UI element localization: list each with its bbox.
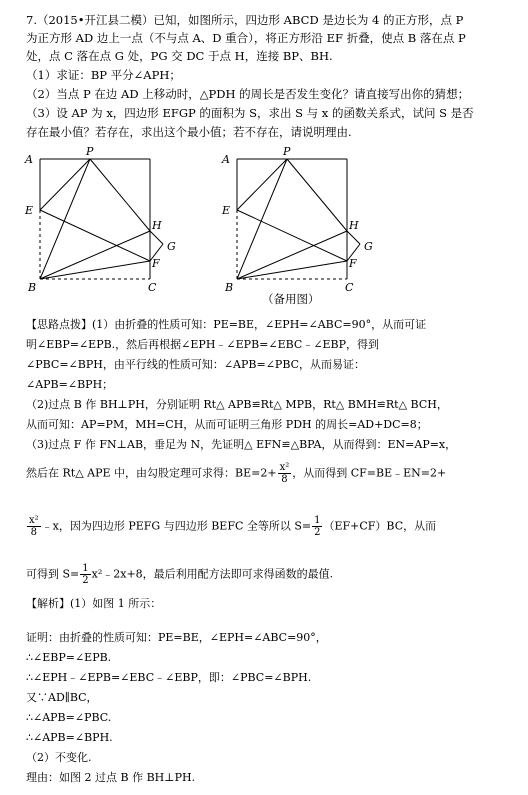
hint-line-8 bbox=[26, 462, 446, 485]
label-A: A bbox=[222, 153, 230, 166]
solution-line-2: 证明：由折叠的性质可知：PE=BE，∠EPH=∠ABC=90°， bbox=[26, 631, 327, 644]
solution-line-5: 又∵AD∥BC， bbox=[26, 691, 98, 704]
fraction-denominator: 8 bbox=[281, 474, 288, 485]
hint-line-9-text-a: ﹣x，因为四边形 PEFG 与四边形 BEFC 全等所以 S= bbox=[41, 519, 312, 533]
label-B: B bbox=[225, 281, 234, 294]
hint-line-2: 明∠EBP=∠EPB.，然后再根据∠EPH﹣∠EPB=∠EBC﹣∠EBP，得到 bbox=[26, 338, 380, 351]
solution-line-7: ∴∠APB=∠BPH. bbox=[26, 731, 113, 744]
solution-line-3: ∴∠EBP=∠EPB. bbox=[26, 651, 112, 664]
label-E: E bbox=[222, 204, 231, 217]
hint-line-10-text-b: x²﹣2x+8，最后利用配方法即可求得函数的最值. bbox=[91, 567, 334, 581]
hint-line-1: 【思路点拨】(1）由折叠的性质可知：PE=BE，∠EPH=∠ABC=90°，从而可证 bbox=[26, 318, 427, 331]
label-H: H bbox=[349, 219, 359, 232]
problem-line-5: （2）当点 P 在边 AD 上移动时，△PDH 的周长是否发生变化？请直接写出你的猜想； bbox=[26, 87, 470, 101]
problem-line-2: 为正方形 AD 边上一点（不与点 A、D 重合），将正方形沿 EF 折叠，使点 B 落在点 P bbox=[26, 31, 466, 45]
fraction bbox=[80, 563, 90, 586]
solution-line-4: ∴∠EPH﹣∠EPB=∠EBC﹣∠EBP，即：∠PBC=∠BPH. bbox=[26, 671, 312, 684]
label-P: P bbox=[283, 145, 291, 158]
hint-line-10-text-a: 可得到 S= bbox=[26, 567, 80, 581]
fraction-denominator: 2 bbox=[82, 575, 89, 586]
label-E: E bbox=[25, 204, 34, 217]
fraction bbox=[27, 515, 41, 538]
label-H: H bbox=[152, 219, 162, 232]
fraction bbox=[278, 462, 292, 485]
label-B: B bbox=[28, 281, 37, 294]
hint-line-10 bbox=[26, 563, 333, 586]
label-F: F bbox=[152, 257, 160, 270]
label-G: G bbox=[167, 240, 176, 253]
problem-line-1: 7.（2015•开江县二模）已知，如图所示，四边形 ABCD 是边长为 4 的正方形，点 P bbox=[26, 13, 464, 27]
solution-line-1: 【解析】(1）如图 1 所示： bbox=[26, 597, 162, 610]
label-G: G bbox=[364, 240, 373, 253]
fraction-denominator: 8 bbox=[30, 527, 38, 538]
solution-line-8: （2）不变化. bbox=[26, 751, 92, 764]
hint-line-8-text-a: 然后在 Rt△ APE 中，由勾股定理可求得：BE=2+ bbox=[26, 466, 277, 480]
hint-line-3: ∠PBC=∠BPH，由平行线的性质可知：∠APB=∠PBC，从而易证： bbox=[26, 358, 366, 371]
fraction-numerator: x² bbox=[279, 462, 290, 473]
hint-line-9 bbox=[26, 515, 436, 538]
hint-line-4: ∠APB=∠BPH； bbox=[26, 378, 114, 391]
problem-line-4: （1）求证：BP 平分∠APH； bbox=[26, 68, 181, 82]
problem-line-6: （3）设 AP 为 x，四边形 EFGP 的面积为 S，求出 S 与 x 的函数关系式，试问 S 是否 bbox=[26, 106, 474, 120]
label-A: A bbox=[25, 153, 33, 166]
solution-line-6: ∴∠APB=∠PBC. bbox=[26, 711, 112, 724]
fraction-numerator: x² bbox=[29, 515, 39, 526]
hint-line-9-text-b: （EF+CF）BC，从而 bbox=[323, 519, 437, 533]
figure-1 bbox=[20, 145, 195, 295]
fraction-numerator: 1 bbox=[82, 563, 89, 574]
hint-line-8-text-b: ，从而得到 CF=BE﹣EN=2+ bbox=[292, 466, 447, 480]
fraction-numerator: 1 bbox=[314, 515, 321, 526]
label-P: P bbox=[86, 145, 94, 158]
hint-line-7: （3)过点 F 作 FN⊥AB，垂足为 N，先证明△ EFN≌△BPA，从而得到：EN=AP=x， bbox=[26, 438, 457, 451]
label-C: C bbox=[148, 281, 157, 294]
figure-2 bbox=[217, 145, 392, 295]
solution-line-9: 理由：如图 2 过点 B 作 BH⊥PH. bbox=[26, 771, 196, 784]
figure-caption: （备用图） bbox=[262, 292, 320, 306]
label-C: C bbox=[345, 281, 354, 294]
problem-line-7: 存在最小值？若存在，求出这个最小值；若不存在，请说明理由. bbox=[26, 125, 352, 139]
fraction bbox=[312, 515, 322, 538]
hint-line-6: 从而可知：AP=PM，MH=CH，从而可证明三角形 PDH 的周长=AD+DC=8； bbox=[26, 418, 428, 431]
fraction-denominator: 2 bbox=[314, 527, 321, 538]
problem-line-3: 处，点 C 落在点 G 处，PG 交 DC 于点 H，连接 BP、BH. bbox=[26, 49, 333, 63]
hint-line-5: （2)过点 B 作 BH⊥PH，分别证明 Rt△ APB≌Rt△ MPB，Rt△ BMH≌Rt△ BCH， bbox=[26, 398, 448, 411]
label-F: F bbox=[349, 257, 357, 270]
